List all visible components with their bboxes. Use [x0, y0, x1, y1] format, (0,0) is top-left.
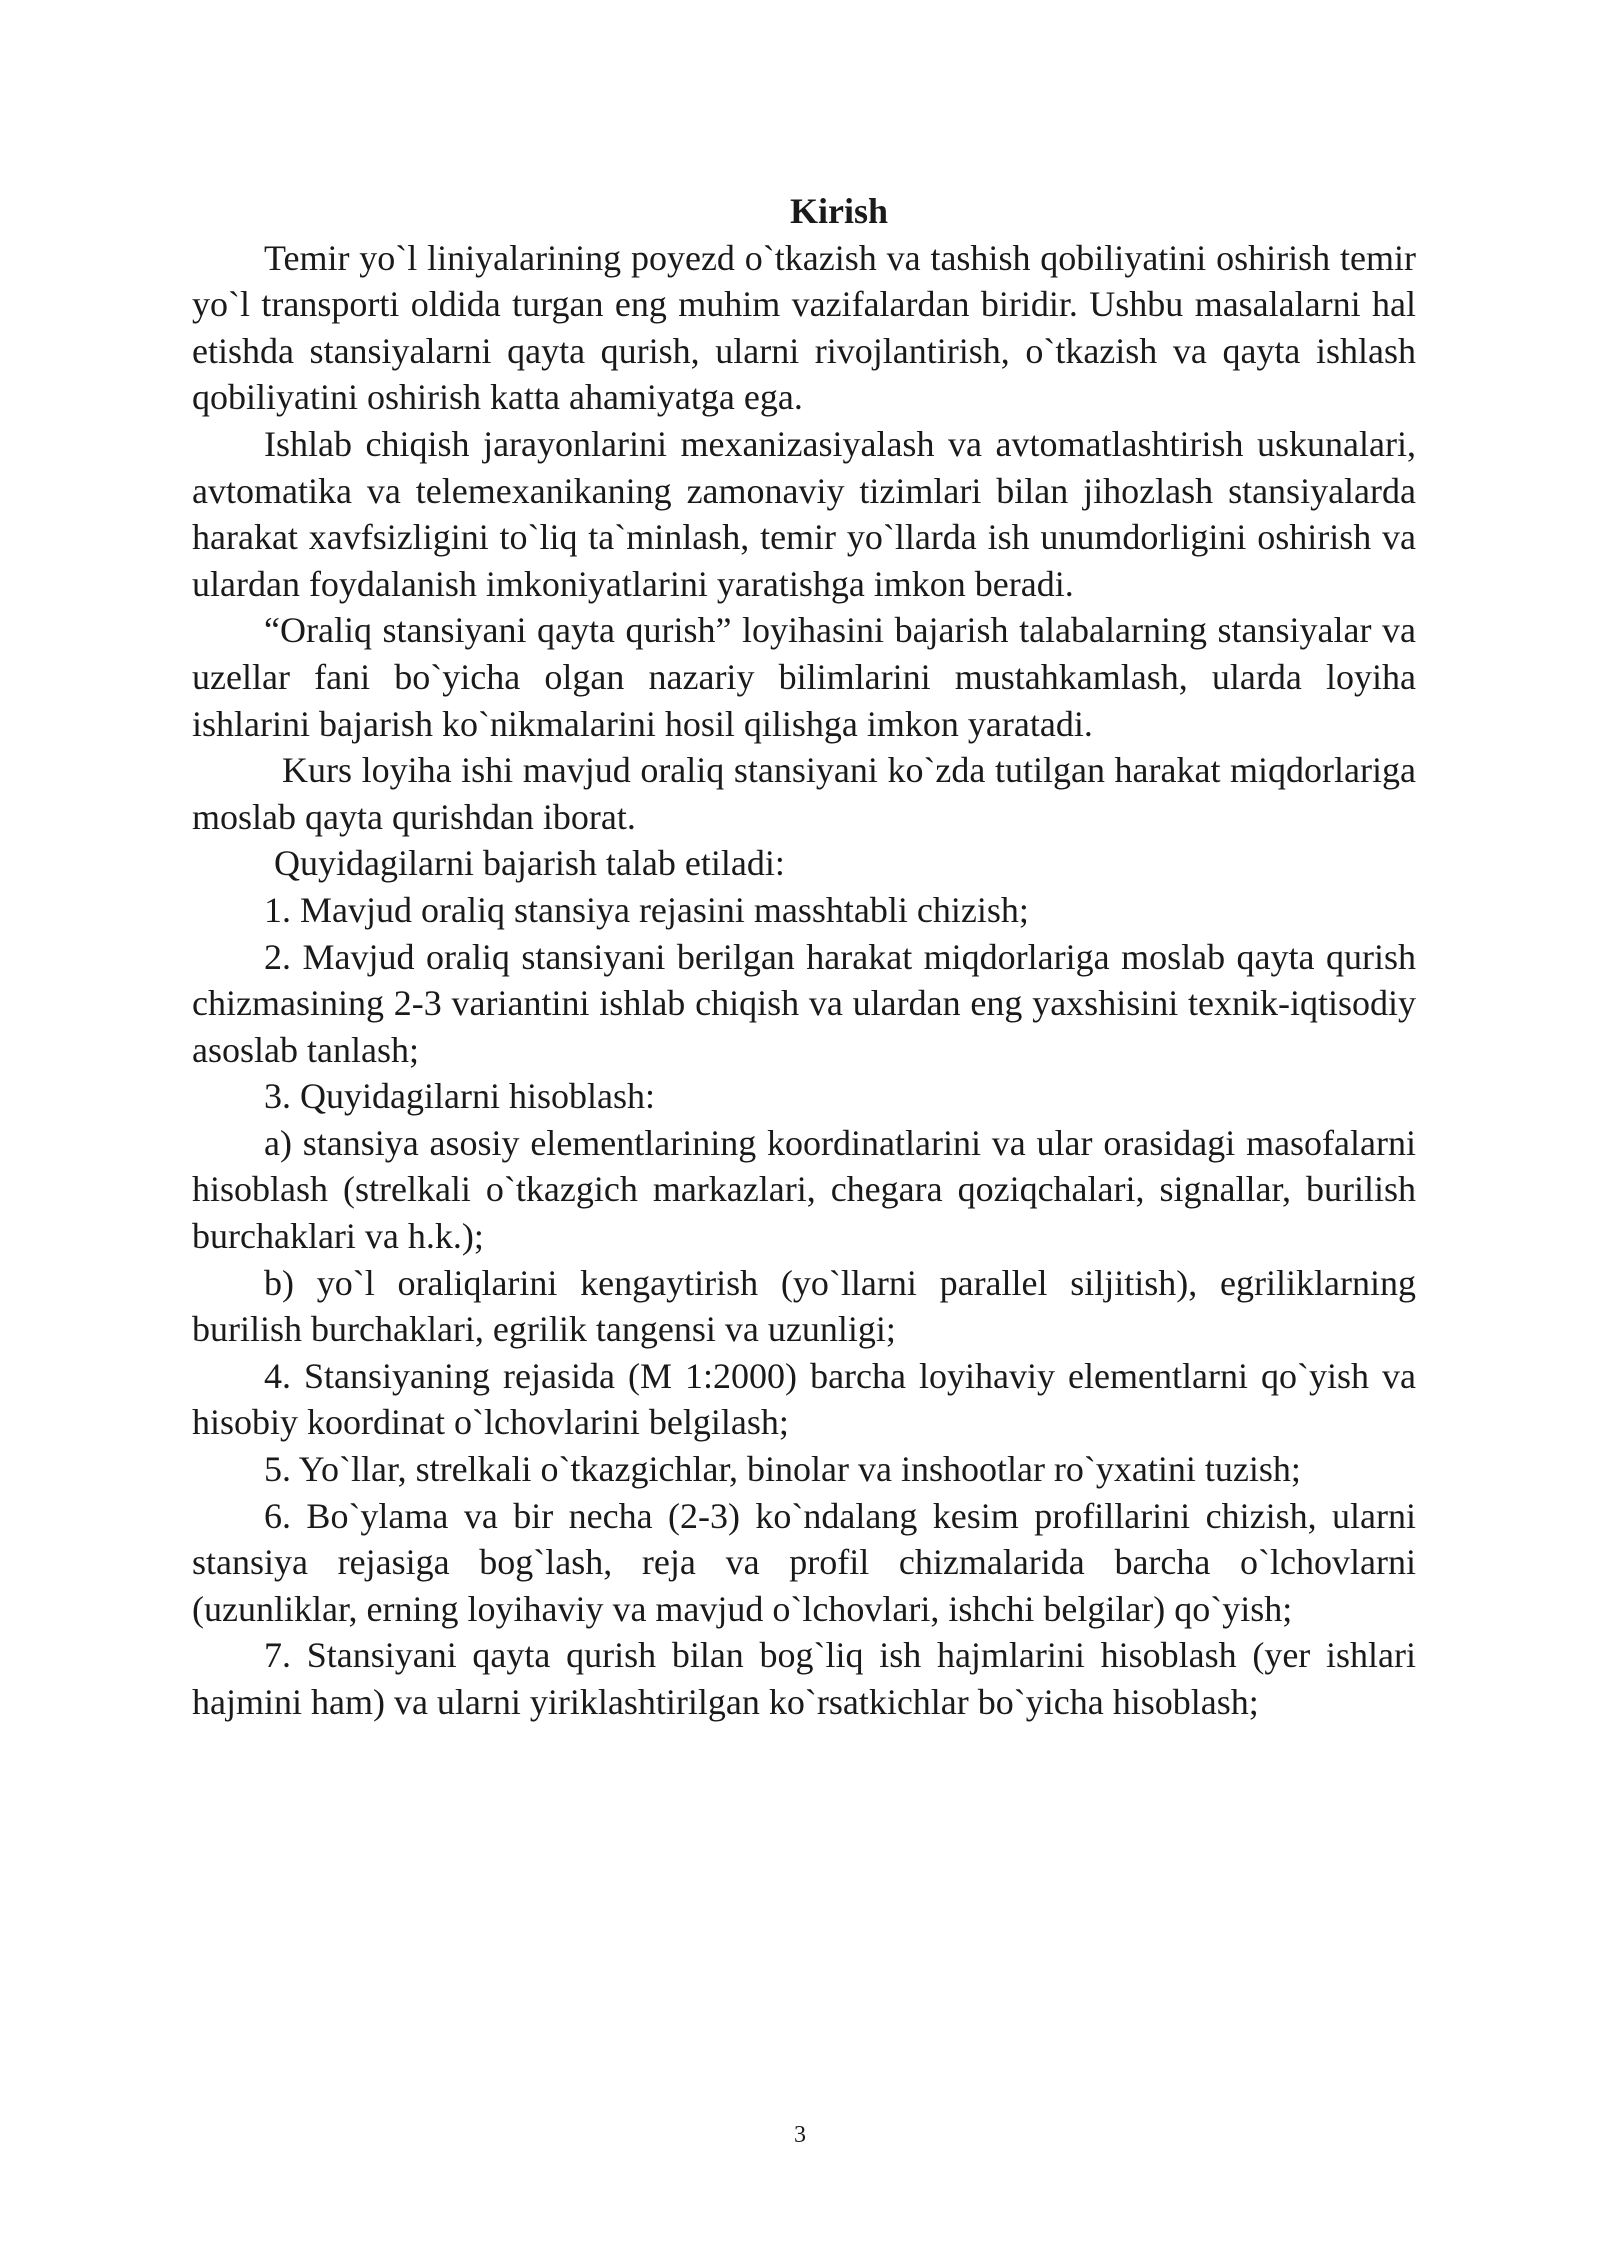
list-item-5: 5. Yo`llar, strelkali o`tkazgichlar, binolar va inshootlar ro`yxatini tuzish; — [264, 1449, 1301, 1490]
paragraph-requirements-heading: Quyidagilarni bajarish talab etiladi: — [274, 843, 785, 884]
list-item-3: 3. Quyidagilarni hisoblash: — [264, 1076, 655, 1117]
list-item-7: 7. Stansiyani qayta qurish bilan bog`liq ish hajmlarini hisoblash (yer ishlari hajmini ham) va ularni yiriklashtirilgan ko`rsatkichlar bo`yicha hisoblash; — [192, 1635, 1416, 1722]
paragraph-course-project: Kurs loyiha ishi mavjud oraliq stansiyani ko`zda tutilgan harakat miqdorlariga moslab qayta qurishdan iborat. — [192, 750, 1416, 837]
list-item-1: 1. Mavjud oraliq stansiya rejasini masshtabli chizish; — [264, 889, 1029, 930]
list-item-3a: a) stansiya asosiy elementlarining koordinatlarini va ular orasidagi masofalarni hisoblash (strelkali o`tkazgich markazlari, chegara qoziqchalari, signallar, burilish burchaklari va h.k.); — [192, 1122, 1416, 1257]
list-item-4: 4. Stansiyaning rejasida (M 1:2000) barcha loyihaviy elementlarni qo`yish va hisobiy koordinat o`lchovlarini belgilash; — [192, 1355, 1416, 1443]
paragraph-mechanization: Ishlab chiqish jarayonlarini mexanizasiyalash va avtomatlashtirish uskunalari, avtomatika va telemexanikaning zamonaviy tizimlari bilan jihozlash stansiyalarda harakat xavfsizligini to`liq ta`minlash, temir yo`llarda ish unumdorligini oshirish va ulardan foydalanish imkoniyatlarini yaratishga imkon beradi. — [192, 423, 1416, 604]
list-item-6: 6. Bo`ylama va bir necha (2-3) ko`ndalang kesim profillarini chizish, ularni stansiya rejasiga bog`lash, reja va profil chizmalarida barcha o`lchovlarni (uzunliklar, erning loyihaviy va mavjud o`lchovlari, ishchi belgilar) qo`yish; — [192, 1495, 1416, 1629]
paragraph-intro: Temir yo`l liniyalarining poyezd o`tkazish va tashish qobiliyatini oshirish temir yo`l transporti oldida turgan eng muhim vazifalardan biridir. Ushbu masalalarni hal etishda stansiyalarni qayta qurish, ularni rivojlantirish, o`tkazish va qayta ishlash qobiliyatini oshirish katta ahamiyatga ega. — [192, 237, 1416, 418]
paragraph-project-purpose: “Oraliq stansiyani qayta qurish” loyihasini bajarish talabalarning stansiyalar va uzellar fani bo`yicha olgan nazariy bilimlarini mustahkamlash, ularda loyiha ishlarini bajarish ko`nikmalarini hosil qilishga imkon yaratadi. — [192, 610, 1416, 744]
page-title: Kirish — [789, 191, 888, 231]
page-number: 3 — [794, 2122, 806, 2148]
list-item-2: 2. Mavjud oraliq stansiyani berilgan harakat miqdorlariga moslab qayta qurish chizmasining 2-3 variantini ishlab chiqish va ulardan eng yaxshisini texnik-iqtisodiy asoslab tanlash; — [192, 936, 1416, 1070]
list-item-3b: b) yo`l oraliqlarini kengaytirish (yo`llarni parallel siljitish), egriliklarning burilish burchaklari, egrilik tangensi va uzunligi; — [192, 1262, 1416, 1350]
document-body — [192, 188, 1416, 1726]
